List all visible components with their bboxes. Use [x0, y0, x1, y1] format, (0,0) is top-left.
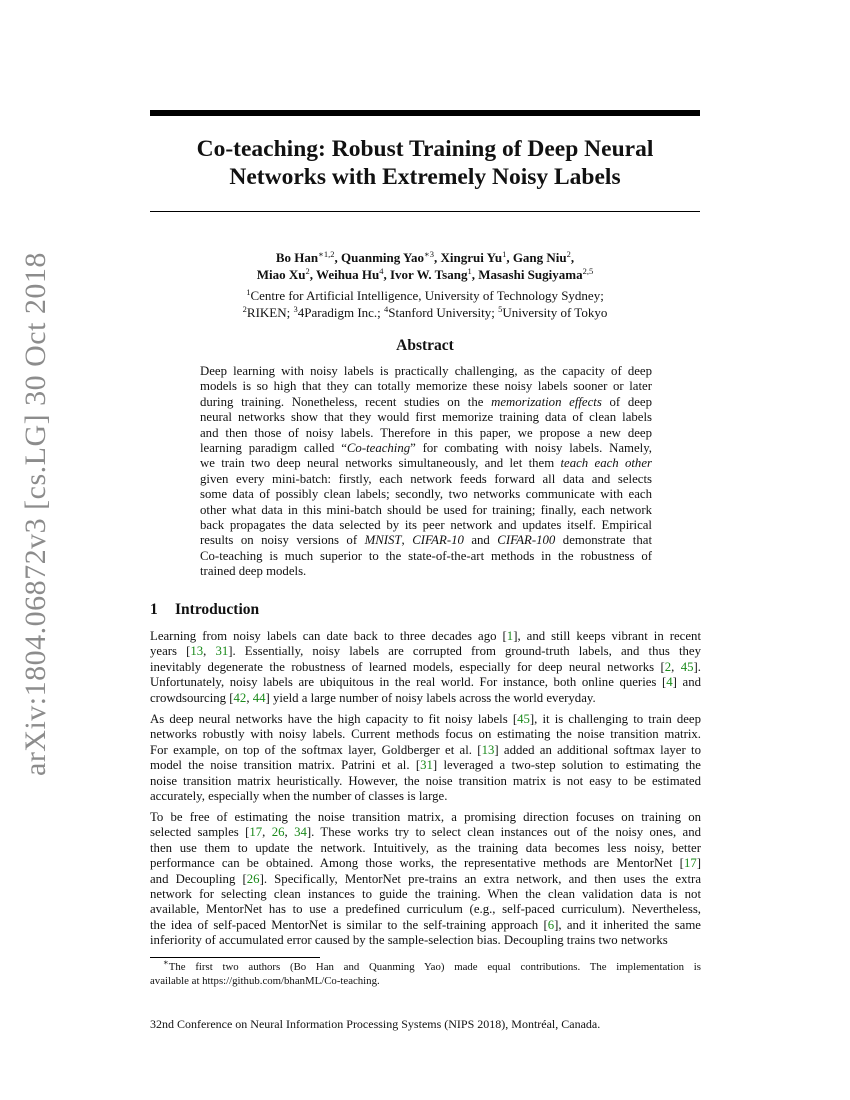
abstract-heading: Abstract — [396, 337, 454, 354]
paragraph-line — [150, 933, 701, 948]
citation-link[interactable]: 44 — [252, 690, 266, 705]
author-affiliation-mark: 2 — [566, 249, 571, 259]
citation-link[interactable]: 6 — [547, 917, 555, 932]
emphasis-text: memorization effects — [491, 394, 602, 409]
paragraph-line — [150, 918, 701, 933]
abstract-line — [200, 518, 652, 533]
paragraph-line — [150, 727, 701, 742]
author-name: Gang Niu — [512, 250, 567, 265]
text-run: years [ — [150, 644, 191, 659]
author-affiliation-mark: 2,5 — [582, 266, 594, 276]
paragraph-line — [150, 758, 701, 773]
text-run: Unfortunately, noisy labels are ubiquitous in the real world. For instance, both online queries [ — [150, 675, 667, 690]
abstract-line — [200, 564, 652, 579]
footnote-line-1 — [150, 957, 701, 975]
author-separator: , — [309, 267, 317, 282]
text-run: , — [203, 644, 216, 659]
text-run: ]. These works try to select clean instances out of the noisy ones, and — [306, 825, 701, 840]
emphasis-text: MNIST — [364, 533, 402, 548]
text-run: and — [463, 533, 498, 548]
abstract-line — [200, 410, 652, 425]
citation-link[interactable]: 2 — [664, 659, 672, 674]
text-run: models is so high that they can totally memorize these noisy labels sooner or later — [200, 379, 652, 394]
citation-link[interactable]: 45 — [517, 712, 530, 726]
text-run: accurately, especially when the number of classes is large. — [150, 789, 448, 804]
abstract-line — [200, 395, 652, 410]
text-run: networks robustly with noisy labels. Current methods focus on estimating the noise transition matrix. — [150, 727, 701, 742]
text-run: available, MentorNet has to use a predefined curriculum (e.g., self-paced curriculum). Nevertheless, — [150, 902, 701, 917]
abstract-line — [200, 503, 652, 518]
text-run: selected samples [ — [150, 825, 250, 840]
text-run: learning paradigm called “ — [200, 441, 347, 456]
text-run: results on noisy versions of — [200, 533, 365, 548]
emphasis-text: teach each other — [560, 456, 652, 471]
footnote-line-2: available at https://github.com/bhanML/Co-teaching. — [150, 974, 380, 987]
text-run: the idea of self-paced MentorNet is similar to the self-training approach [ — [150, 917, 548, 932]
author-separator: , — [334, 250, 342, 265]
paragraph-line — [150, 675, 701, 690]
text-run: , — [246, 690, 253, 705]
citation-link[interactable]: 17 — [249, 825, 263, 840]
emphasis-text: Co-teaching — [346, 441, 411, 456]
text-run: Learning from noisy labels can date back to three decades ago [ — [150, 629, 507, 643]
abstract-line — [200, 441, 652, 456]
text-run: back propagates the data selected by its peer network and updates itself. Empirical — [200, 518, 652, 533]
abstract-line — [200, 472, 652, 487]
affiliation-mark: 1 — [246, 287, 251, 297]
citation-link[interactable]: 45 — [680, 659, 694, 674]
paragraph-line — [150, 810, 701, 825]
author-name: Xingrui Yu — [440, 250, 503, 265]
text-run: during training. Nonetheless, recent studies on the — [200, 394, 492, 409]
text-run: some data of possibly clean labels; secondly, two networks communicate with each — [200, 487, 652, 502]
paragraph-line — [150, 825, 701, 840]
author-affiliation-mark: 2 — [305, 266, 310, 276]
affiliation-name: Stanford University; — [388, 305, 499, 320]
affiliation-mark: 4 — [384, 304, 389, 314]
text-run: ] yield a large number of noisy labels across the world everyday. — [265, 690, 596, 705]
text-run: inevitably degenerate the robustness of learned models, especially for deep neural networks [ — [150, 659, 665, 674]
text-run: For example, on top of the softmax layer, Goldberger et al. [ — [150, 742, 482, 757]
author-name: Quanming Yao — [341, 250, 424, 265]
text-run: ] and — [672, 675, 701, 690]
affiliation-name: RIKEN; — [246, 305, 294, 320]
footnote-marker: ∗ — [163, 957, 169, 967]
author-line-1 — [150, 249, 700, 266]
affiliation-mark: 3 — [293, 304, 298, 314]
text-run: demonstrate that — [555, 533, 652, 548]
abstract-line — [200, 549, 652, 564]
text-run: performance can be obtained. Among those works, the representative methods are MentorNet [ — [150, 856, 684, 871]
text-run: ], and it inherited the same — [554, 917, 701, 932]
abstract-line — [200, 379, 652, 394]
affiliation-line-1 — [150, 287, 700, 304]
text-run: Co-teaching is much superior to the state-of-the-art methods in the robustness of — [200, 548, 652, 563]
text-run: , — [671, 659, 681, 674]
abstract-line — [200, 364, 652, 379]
citation-link[interactable]: 34 — [294, 825, 307, 840]
paragraph-line — [150, 660, 701, 675]
text-run: , — [401, 533, 413, 548]
abstract-body — [200, 364, 652, 580]
citation-link[interactable]: 42 — [233, 690, 247, 705]
affiliation-name: Centre for Artificial Intelligence, University of Technology Sydney; — [250, 288, 604, 303]
citation-link[interactable]: 17 — [683, 856, 697, 871]
author-separator: , — [434, 250, 441, 265]
abstract-line — [200, 487, 652, 502]
text-run: model the noise transition matrix. Patrini et al. [ — [150, 758, 421, 773]
author-list — [150, 249, 700, 283]
paragraph-line — [150, 902, 701, 917]
text-run: Deep learning with noisy labels is practically challenging, as the capacity of deep — [200, 364, 652, 378]
text-run: ], and still keeps vibrant in recent — [513, 629, 701, 643]
author-name: Bo Han — [275, 250, 319, 265]
text-run: ” for combating with noisy labels. Namely, — [410, 441, 652, 456]
affiliation-line-2 — [150, 304, 700, 321]
paragraph-line — [150, 841, 701, 856]
section-number: 1 — [150, 601, 158, 618]
affiliation-mark: 5 — [498, 304, 503, 314]
section-title: Introduction — [175, 601, 260, 618]
text-run: ] leveraged a two-step solution to estimating the — [432, 758, 701, 773]
section-heading — [150, 601, 259, 619]
author-line-2 — [150, 266, 700, 283]
abstract-line — [200, 426, 652, 441]
author-name: Masashi Sugiyama — [478, 267, 583, 282]
author-affiliation-mark: ∗1,2 — [318, 249, 335, 259]
affiliation-mark: 2 — [242, 304, 247, 314]
paragraph-line — [150, 872, 701, 887]
footnote-text-1: The first two authors (Bo Han and Quanming Yao) made equal contributions. The implementation is — [168, 961, 701, 973]
affiliations — [150, 287, 700, 321]
text-run: noise transition matrix heuristically. However, the noise transition matrix is not easy to be estimated — [150, 773, 701, 788]
text-run: we train two deep neural networks simultaneously, and let them — [200, 456, 561, 471]
author-separator: , — [506, 250, 513, 265]
text-run: network for selecting clean instances to guide the training. When the clean validation data is not — [150, 887, 701, 902]
title-line-1: Co-teaching: Robust Training of Deep Neural — [196, 136, 654, 162]
author-affiliation-mark: 1 — [502, 249, 507, 259]
citation-link[interactable]: 1 — [506, 629, 514, 643]
text-run: , — [284, 825, 295, 840]
affiliation-name: 4Paradigm Inc.; — [297, 305, 385, 320]
text-run: inferiority of accumulated error caused by the sample-selection bias. Decoupling trains two networks — [150, 933, 668, 948]
title-top-rule — [150, 110, 700, 116]
abstract-line — [200, 456, 652, 471]
citation-link[interactable]: 13 — [481, 742, 495, 757]
paper-title — [150, 135, 700, 191]
title-bottom-rule — [150, 211, 700, 212]
footnote-rule — [150, 957, 320, 958]
paragraph-line — [150, 887, 701, 902]
text-run: and Decoupling [ — [150, 871, 247, 886]
author-separator: , — [383, 267, 390, 282]
paragraph-line — [150, 644, 701, 659]
text-run: and then those of noisy labels. Therefore in this paper, we propose a new deep — [200, 425, 652, 440]
author-affiliation-mark: ∗3 — [423, 249, 435, 259]
author-affiliation-mark: 4 — [379, 266, 384, 276]
author-name: Ivor W. Tsang — [390, 267, 468, 282]
paragraph-line — [150, 691, 701, 706]
text-run: As deep neural networks have the high capacity to fit noisy labels [ — [150, 712, 518, 726]
citation-link[interactable]: 26 — [246, 871, 260, 886]
text-run: of deep — [601, 394, 652, 409]
text-run: neural networks show that they would first memorize training data of clean labels — [200, 410, 652, 425]
citation-link[interactable]: 4 — [666, 675, 673, 690]
paragraph-line — [150, 743, 701, 758]
text-run: To be free of estimating the noise transition matrix, a promising direction focuses on training on — [150, 810, 701, 824]
text-run: other what data in this mini-batch should be used for training; finally, each network — [200, 502, 652, 517]
text-run: ] added an additional softmax layer to — [494, 742, 701, 757]
author-affiliation-mark: 1 — [467, 266, 472, 276]
author-separator: , — [570, 250, 575, 265]
citation-link[interactable]: 13 — [190, 644, 204, 659]
author-separator: , — [471, 267, 479, 282]
title-line-2: Networks with Extremely Noisy Labels — [229, 164, 621, 190]
paragraph-line — [150, 774, 701, 789]
paragraph-line — [150, 712, 701, 727]
citation-link[interactable]: 31 — [215, 644, 229, 659]
author-name: Miao Xu — [256, 267, 306, 282]
intro-paragraph-1 — [150, 629, 701, 706]
text-run: ]. Specifically, MentorNet pre-trains an extra network, and then uses the extra — [259, 871, 701, 886]
text-run: crowdsourcing [ — [150, 690, 234, 705]
citation-link[interactable]: 26 — [271, 825, 285, 840]
citation-link[interactable]: 31 — [420, 758, 433, 773]
paragraph-line — [150, 629, 701, 644]
arxiv-stamp — [18, 252, 54, 776]
arxiv-stamp-text: arXiv:1804.06872v3 [cs.LG] 30 Oct 2018 — [19, 252, 52, 776]
abstract-line — [200, 533, 652, 548]
intro-paragraph-2 — [150, 712, 701, 804]
footnote — [150, 957, 701, 988]
text-run: , — [262, 825, 272, 840]
text-run: ]. Essentially, noisy labels are corrupted from ground-truth labels, and thus they — [228, 644, 701, 659]
paragraph-line — [150, 789, 701, 804]
affiliation-name: University of Tokyo — [502, 305, 608, 320]
text-run: trained deep models. — [200, 564, 307, 579]
conference-footer: 32nd Conference on Neural Information Processing Systems (NIPS 2018), Montréal, Canada. — [150, 1017, 601, 1031]
text-run: ], it is challenging to train deep — [529, 712, 701, 726]
text-run: then use them to update the network. Intuitively, as the training data becomes less noisy, better — [150, 840, 701, 855]
emphasis-text: CIFAR-100 — [497, 533, 556, 548]
text-run: given every mini-batch: firstly, each network feeds forward all data and selects — [200, 471, 652, 486]
text-run: ] — [696, 856, 701, 871]
intro-paragraph-3 — [150, 810, 701, 949]
emphasis-text: CIFAR-10 — [412, 533, 464, 548]
paragraph-line — [150, 856, 701, 871]
author-name: Weihua Hu — [316, 267, 380, 282]
text-run: ]. — [693, 659, 701, 674]
